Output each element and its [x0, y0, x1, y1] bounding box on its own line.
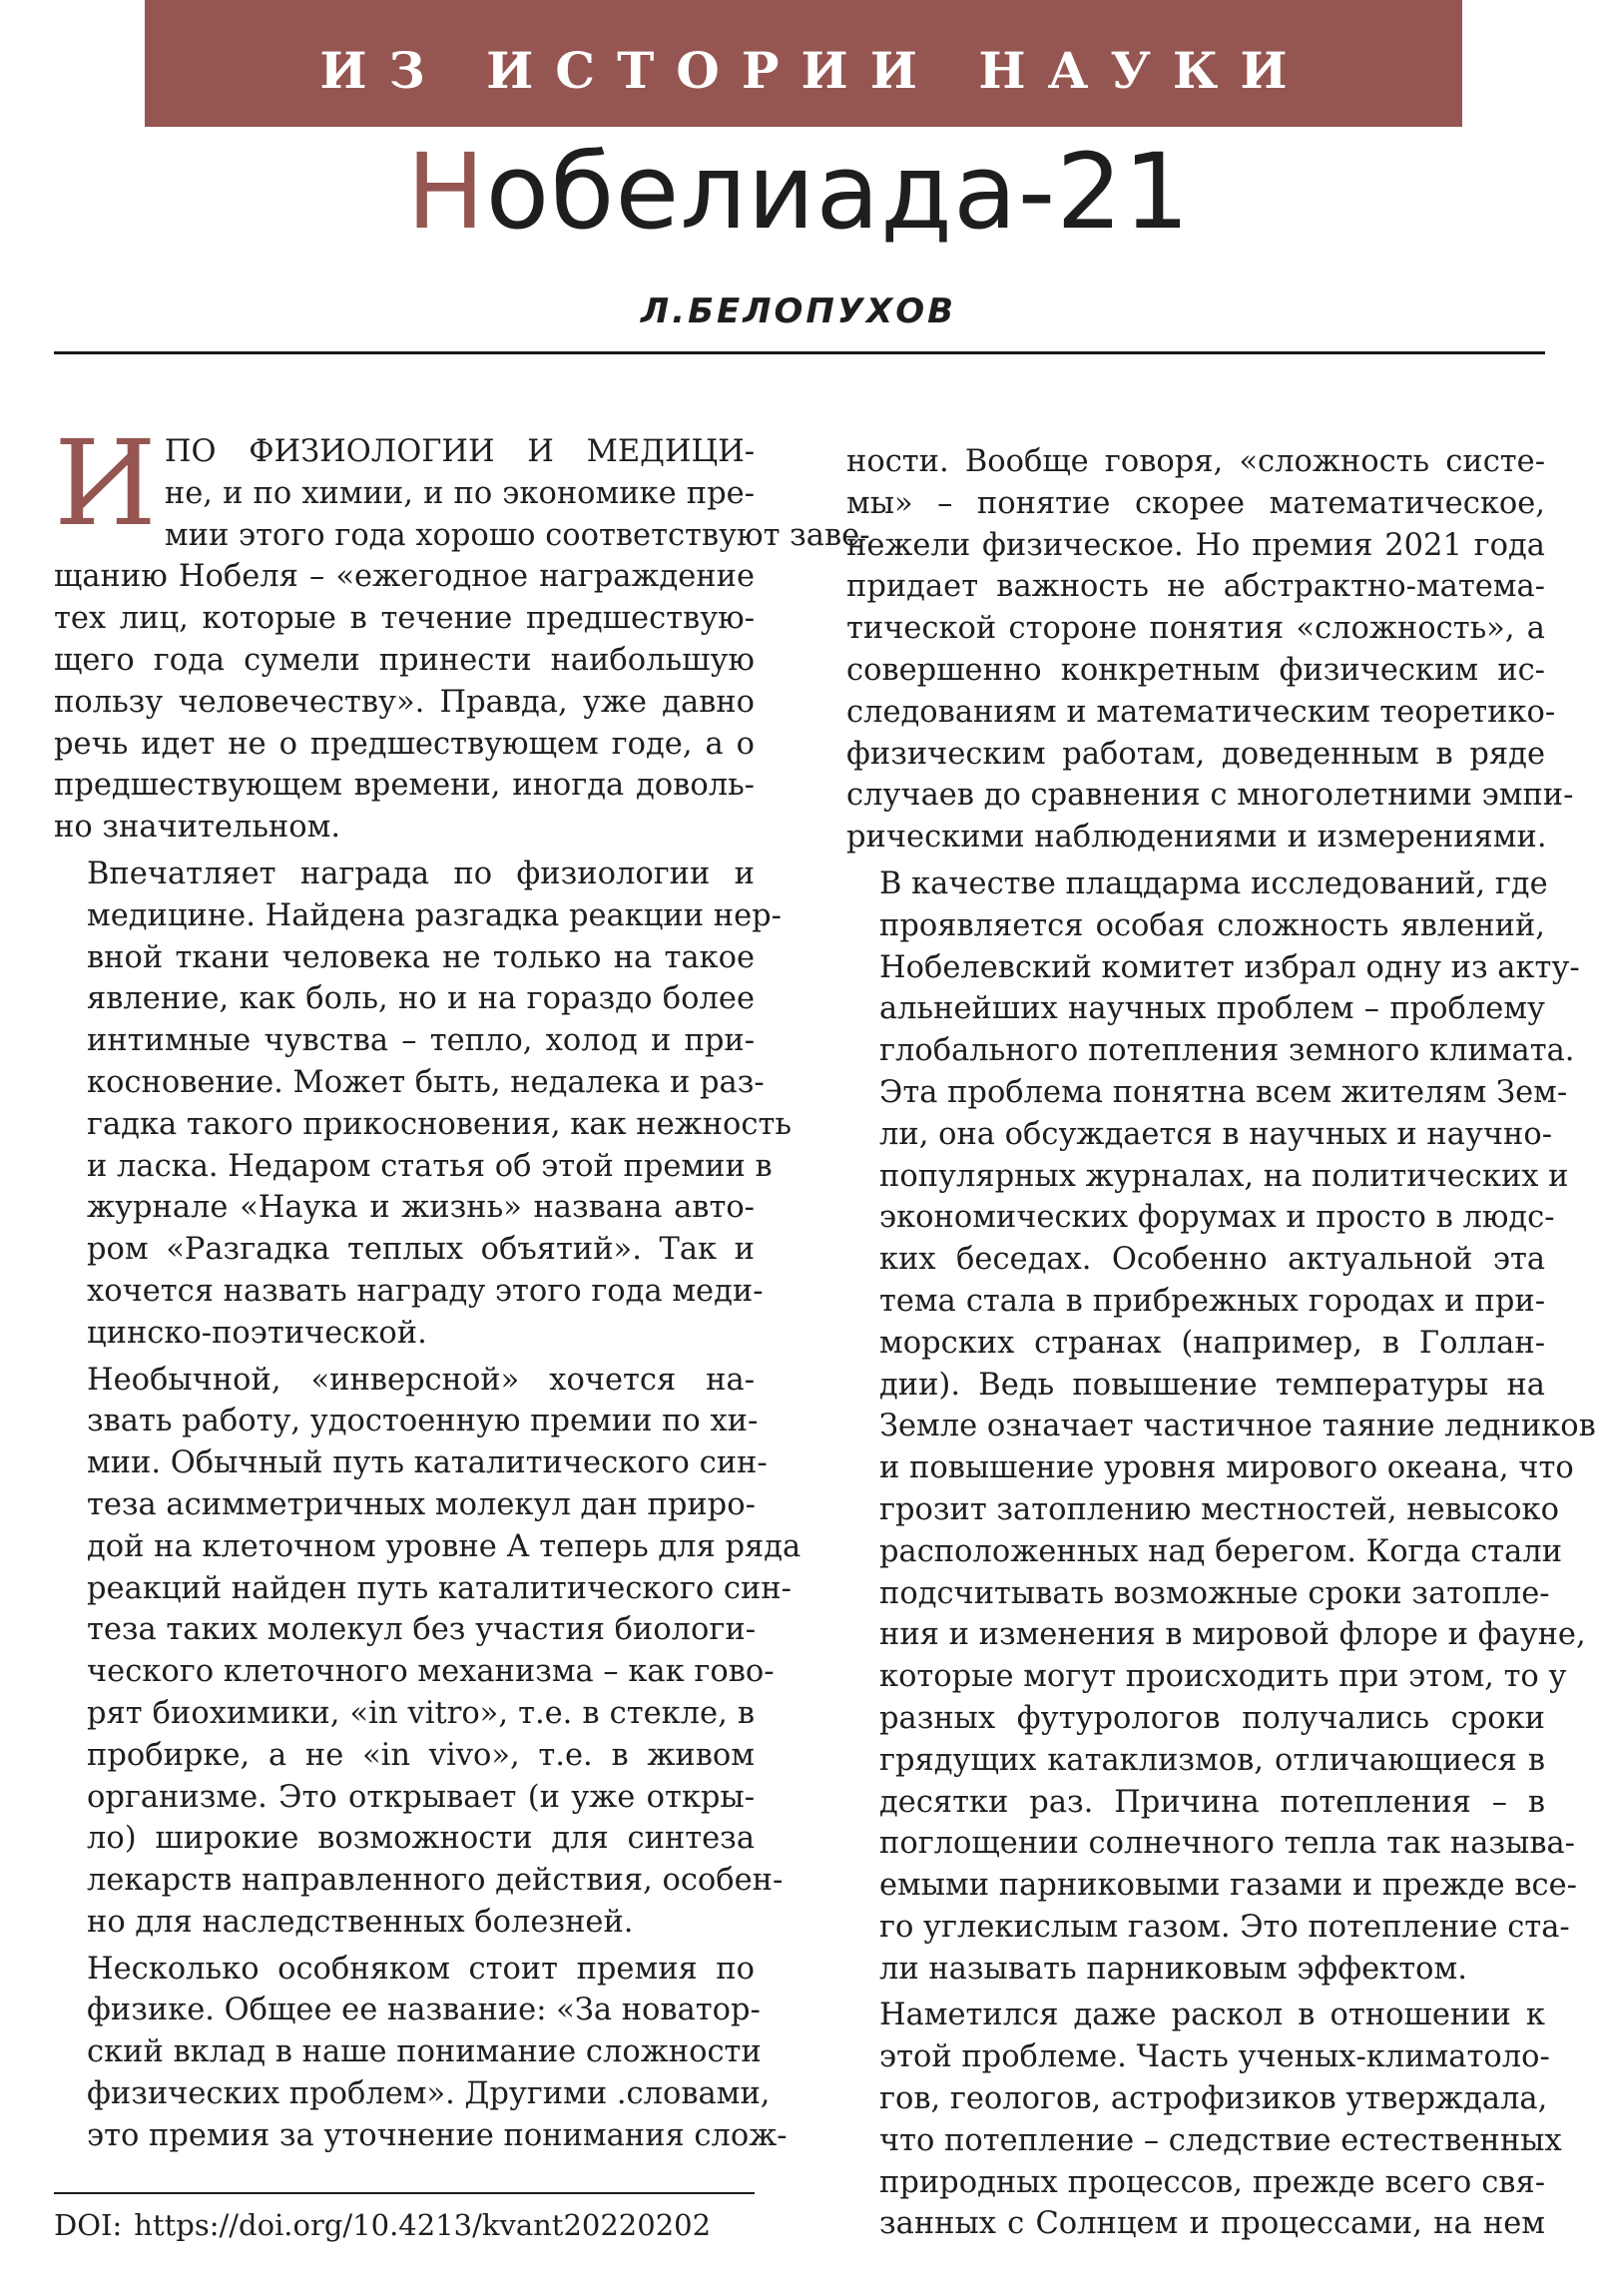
- text-line: интимные чувства – тепло, холод и при-: [87, 1023, 755, 1059]
- text-line: вной ткани человека не только на такое: [87, 939, 755, 975]
- text-line: Впечатляет награда по физиологии и: [87, 856, 755, 891]
- paragraph: [846, 1995, 1562, 2245]
- text-line: лекарств направленного действия, особен-: [87, 1863, 784, 1899]
- text-line: гов, геологов, астрофизиков утверждала,: [879, 2081, 1548, 2117]
- text-line: этой проблеме. Часть ученых-климатоло-: [879, 2039, 1550, 2075]
- paragraph: [846, 863, 1596, 1991]
- text-line: щанию Нобеля – «ежегодное награждение: [54, 559, 755, 595]
- text-line: и ласка. Недаром статья об этой премии в: [87, 1148, 773, 1184]
- text-line: дии). Ведь повышение температуры на: [879, 1367, 1545, 1403]
- text-line: природных процессов, прежде всего свя-: [879, 2164, 1545, 2200]
- text-line: мии этого года хорошо соответствуют заве-: [164, 517, 870, 553]
- text-line: ности. Вообще говоря, «сложность систе-: [846, 444, 1545, 479]
- text-line: ли называть парниковым эффектом.: [879, 1951, 1467, 1987]
- text-line: морских странах (например, в Голлан-: [879, 1325, 1545, 1361]
- text-line: совершенно конкретным физическим ис-: [846, 652, 1545, 688]
- text-line: которые могут происходить при этом, то у: [879, 1659, 1567, 1695]
- text-line: десятки раз. Причина потепления – в: [879, 1784, 1545, 1820]
- text-line: грозит затоплению местностей, невысоко: [879, 1491, 1559, 1527]
- text-line: альнейших научных проблем – проблему: [879, 991, 1545, 1027]
- text-line: глобального потепления земного климата.: [879, 1033, 1575, 1069]
- header-divider: [54, 351, 1545, 354]
- doi-footnote: [54, 2208, 711, 2242]
- text-line: Земле означает частичное таяние ледников: [879, 1409, 1596, 1444]
- text-line: В качестве плацдарма исследований, где: [879, 865, 1548, 901]
- text-line: мии. Обычный путь каталитического син-: [87, 1445, 768, 1481]
- text-line: речь идет не о предшествующем годе, а о: [54, 726, 755, 762]
- section-banner: [145, 0, 1462, 127]
- doi-link[interactable]: https://doi.org/10.4213/kvant20220202: [134, 2208, 712, 2242]
- text-line: ния и изменения в мировой флоре и фауне,: [879, 1617, 1586, 1653]
- text-line: физике. Общее ее название: «За новатор-: [87, 1993, 761, 2028]
- text-line: поглощении солнечного тепла так называ-: [879, 1826, 1575, 1862]
- text-line: экономических форумах и просто в людс-: [879, 1200, 1555, 1236]
- text-line: Несколько особняком стоит премия по: [87, 1951, 755, 1987]
- text-line: пользу человечеству». Правда, уже давно: [54, 684, 755, 720]
- text-line: теза асимметричных молекул дан приро-: [87, 1486, 756, 1522]
- text-line: ли, она обсуждается в научных и научно-: [879, 1116, 1553, 1152]
- text-line: расположенных над берегом. Когда стали: [879, 1533, 1563, 1569]
- text-line: тех лиц, которые в течение предшествую-: [54, 601, 755, 637]
- text-line: организме. Это открывает (и уже откры-: [87, 1779, 755, 1815]
- text-line: физическим работам, доведенным в ряде: [846, 736, 1545, 772]
- text-line: реакций найден путь каталитического син-: [87, 1570, 792, 1606]
- text-line: явление, как боль, но и на гораздо более: [87, 981, 755, 1017]
- paragraph: [54, 1949, 788, 2157]
- text-line: тической стороне понятия «сложность», а: [846, 611, 1545, 647]
- text-line: ПО ФИЗИОЛОГИИ И МЕДИЦИ-: [164, 434, 755, 469]
- text-line: косновение. Может быть, недалека и раз-: [87, 1064, 765, 1100]
- text-line: популярных журналах, на политических и: [879, 1158, 1569, 1194]
- text-line: дой на клеточном уровне А теперь для ряда: [87, 1528, 801, 1564]
- text-line: ких беседах. Особенно актуальной эта: [879, 1242, 1545, 1278]
- text-line: грядущих катаклизмов, отличающиеся в: [879, 1742, 1545, 1778]
- text-line: что потепление – следствие естественных: [879, 2122, 1562, 2158]
- text-line: Наметился даже раскол в отношении к: [879, 1998, 1545, 2033]
- text-line: ло) широкие возможности для синтеза: [87, 1821, 755, 1857]
- section-title: ИЗ ИСТОРИИ НАУКИ: [319, 41, 1310, 100]
- text-line: занных с Солнцем и процессами, на нем: [879, 2206, 1545, 2242]
- paragraph: [846, 441, 1574, 859]
- text-line: Эта проблема понятна всем жителям Зем-: [879, 1074, 1568, 1110]
- drop-cap: И: [54, 414, 157, 552]
- paragraph: [54, 414, 870, 849]
- text-line: и повышение уровня мирового океана, что: [879, 1450, 1574, 1486]
- text-line: это премия за уточнение понимания слож-: [87, 2117, 788, 2153]
- doi-label: DOI:: [54, 2208, 123, 2242]
- text-line: нежели физическое. Но премия 2021 года: [846, 527, 1545, 563]
- paragraph: [54, 1360, 801, 1944]
- text-line: медицине. Найдена разгадка реакции нер-: [87, 897, 782, 933]
- text-line: ром «Разгадка теплых объятий». Так и: [87, 1232, 755, 1268]
- text-line: го углекислым газом. Это потепление ста-: [879, 1909, 1570, 1945]
- text-line: щего года сумели принести наибольшую: [54, 642, 755, 678]
- text-line: проявляется особая сложность явлений,: [879, 907, 1545, 943]
- text-line: Необычной, «инверсной» хочется на-: [87, 1362, 755, 1398]
- left-column: [54, 414, 870, 2162]
- text-line: физических проблем». Другими .словами,: [87, 2076, 771, 2112]
- text-line: мы» – понятие скорее математическое,: [846, 485, 1545, 521]
- text-line: ческого клеточного механизма – как гово-: [87, 1654, 775, 1690]
- text-line: цинско-поэтической.: [87, 1315, 427, 1351]
- article-author: Л.БЕЛОПУХОВ: [640, 291, 957, 331]
- footnote-divider: [54, 2192, 755, 2194]
- text-line: журнале «Наука и жизнь» названа авто-: [87, 1190, 755, 1226]
- text-line: тема стала в прибрежных городах и при-: [879, 1283, 1545, 1319]
- text-line: рят биохимики, «in vitro», т.е. в стекле, в: [87, 1695, 755, 1731]
- text-line: подсчитывать возможные сроки затопле-: [879, 1575, 1550, 1611]
- text-line: не, и по химии, и по экономике пре-: [164, 475, 755, 511]
- right-column: [846, 441, 1596, 2250]
- title-initial: Н: [406, 131, 486, 253]
- title-rest: обелиада-21: [485, 131, 1191, 253]
- text-line: следованиям и математическим теоретико-: [846, 694, 1556, 730]
- text-line: разных футурологов получались сроки: [879, 1700, 1545, 1736]
- text-line: Нобелевский комитет избрал одну из акту-: [879, 949, 1580, 985]
- text-line: но для наследственных болезней.: [87, 1904, 634, 1940]
- text-line: ский вклад в наше понимание сложности: [87, 2034, 762, 2070]
- paragraph: [54, 854, 792, 1355]
- text-line: емыми парниковыми газами и прежде все-: [879, 1868, 1577, 1904]
- text-line: пробирке, а не «in vivo», т.е. в живом: [87, 1737, 755, 1773]
- text-line: случаев до сравнения с многолетними эмпи-: [846, 778, 1574, 814]
- text-line: но значительном.: [54, 810, 341, 846]
- article-title: [0, 132, 1597, 252]
- text-line: предшествующем времени, иногда доволь-: [54, 768, 755, 804]
- text-line: гадка такого прикосновения, как нежность: [87, 1106, 792, 1142]
- text-line: хочется назвать награду этого года меди-: [87, 1273, 764, 1309]
- text-line: рическими наблюдениями и измерениями.: [846, 820, 1547, 856]
- text-line: теза таких молекул без участия биологи-: [87, 1612, 757, 1648]
- text-line: звать работу, удостоенную премии по хи-: [87, 1404, 759, 1439]
- text-line: придает важность не абстрактно-матема-: [846, 569, 1545, 605]
